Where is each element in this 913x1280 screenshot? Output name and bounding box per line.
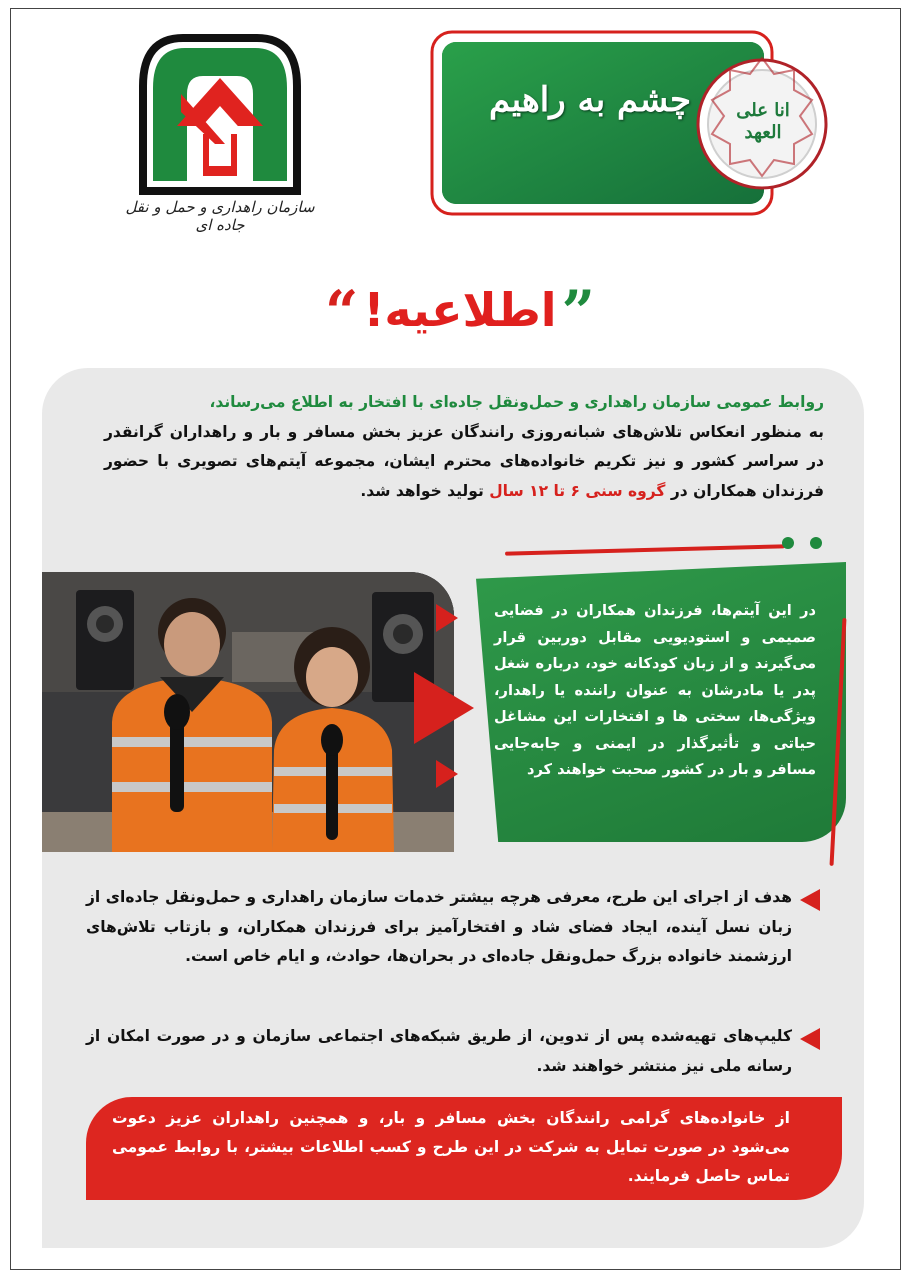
intro-age-highlight: گروه سنی ۶ تا ۱۲ سال	[489, 481, 666, 500]
green-box-text: در این آیتم‌ها، فرزندان همکاران در فضایی صمیمی و استودیویی مقابل دوربین قرار می‌گیرند و از زبان کودکانه خود، درباره شغل پدر یا مادرشان به عنوان راننده یا راهدار، ویژگی‌ها، سختی ها و افتخارات این مشاغل حیاتی و تأثیرگذار در ایمنی و جابه‌جایی مسافر و بار در کشور صحبت خواهند کرد	[494, 602, 816, 778]
invitation-text: از خانواده‌های گرامی رانندگان بخش مسافر و بار، و همچنین راهداران عزیز دعوت می‌شود در صورت تمایل به شرکت در این طرح و کسب اطلاعات بیشتر، با روابط عمومی تماس حاصل فرمایند.	[112, 1109, 790, 1185]
green-dot	[782, 537, 794, 549]
medallion-text	[714, 100, 812, 144]
medallion-line1: انا علی	[736, 100, 790, 121]
intro-lead: روابط عمومی سازمان راهداری و حمل‌ونقل جاده‌ای با افتخار به اطلاع می‌رساند،	[209, 393, 824, 411]
intro-body: به منظور انعکاس تلاش‌های شبانه‌روزی رانندگان عزیز بخش مسافر و بار و راهداران گرانقدر در سراسر کشور و نیز تکریم خانواده‌های محترم ایشان، مجموعه آیتم‌های تصویری با حضور فرزندان همکاران در	[104, 422, 824, 500]
open-quote: ”	[561, 278, 596, 346]
bullet-goal: هدف از اجرای این طرح، معرفی هرچه بیشتر خدمات سازمان راهداری و حمل‌ونقل جاده‌ای از زبان نسل آینده، ایجاد فضای شاد و افتخارآمیز برای فرزندان همکاران، و بازتاب تلاش‌های ارزشمند خانواده بزرگ حمل‌ونقل جاده‌ای در بحران‌ها، حوادث، و ایام خاص است.	[86, 888, 792, 965]
medallion-line2: العهد	[744, 122, 782, 143]
red-triangle-icon	[436, 760, 458, 788]
heading-title: اطلاعیه!	[363, 283, 557, 337]
intro-paragraph	[104, 388, 824, 506]
close-quote: “	[324, 278, 359, 346]
red-triangle-icon	[436, 604, 458, 632]
bullet-arrow-icon	[800, 889, 820, 911]
red-triangle-icon	[414, 672, 474, 744]
children-illustration	[42, 572, 454, 852]
logo-caption: سازمان راهداری و حمل و نقل جاده ای	[125, 198, 315, 234]
green-dot	[810, 537, 822, 549]
intro-tail: تولید خواهد شد.	[360, 481, 490, 500]
bullet-publish: کلیپ‌های تهیه‌شده پس از تدوین، از طریق شبکه‌های اجتماعی سازمان و در صورت امکان از رسانه ملی نیز منتشر خواهند شد.	[86, 1027, 792, 1075]
bullet-arrow-icon	[800, 1028, 820, 1050]
road-maintenance-logo	[125, 16, 315, 216]
children-photo	[42, 572, 454, 852]
banner-title: چشم به راهیم	[488, 80, 692, 120]
announcement-heading	[240, 278, 680, 346]
